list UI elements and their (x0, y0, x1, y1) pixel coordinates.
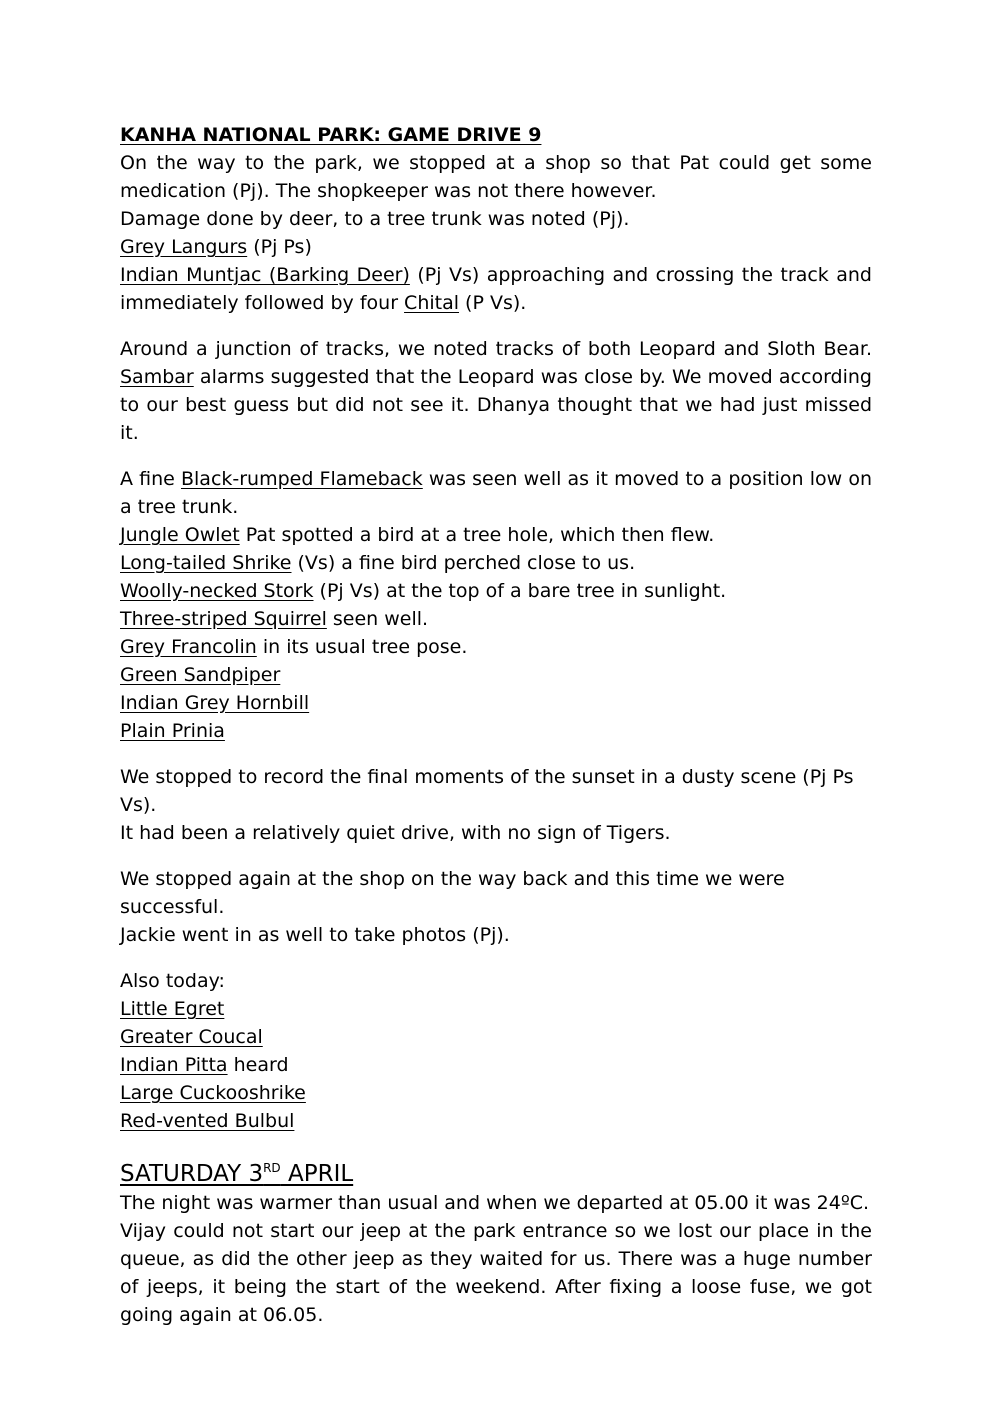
list-item: Large Cuckooshrike (120, 1082, 306, 1104)
paragraph-jeep: Vijay could not start our jeep at the park entrance so we lost our place in the queue, as did the other jeep as they waited for us. There was a huge number of jeeps, it being the start of the weekend. After fixing a loose fuse, we got going again at 06.05. (120, 1220, 872, 1326)
list-item: Little Egret (120, 998, 225, 1020)
list-item: Grey Francolin in its usual tree pose. (120, 636, 468, 658)
species-name: Grey Langurs (120, 236, 248, 258)
sighting-flameback: A fine Black-rumped Flameback was seen well as it moved to a position low on a tree trunk. (120, 468, 872, 518)
paragraph-intro: On the way to the park, we stopped at a shop so that Pat could get some medication (Pj). The shopkeeper was not there however. (120, 152, 872, 202)
day-heading: SATURDAY 3RD APRIL (120, 1161, 354, 1187)
species-name: Chital (404, 292, 460, 314)
paragraph-shop-line2: Jackie went in as well to take photos (Pj). (120, 924, 510, 946)
paragraph-shop-line1: We stopped again at the shop on the way back and this time we were successful. (120, 868, 785, 918)
also-today-label: Also today: (120, 970, 225, 992)
species-name: Sambar (120, 366, 194, 388)
list-item: Indian Pitta heard (120, 1054, 289, 1076)
list-item: Long-tailed Shrike (Vs) a fine bird perched close to us. (120, 552, 636, 574)
species-name: Black-rumped Flameback (180, 468, 423, 490)
list-item: Greater Coucal (120, 1026, 263, 1048)
paragraph-sunset-line2: It had been a relatively quiet drive, with no sign of Tigers. (120, 822, 671, 844)
species-name: Indian Muntjac (Barking Deer) (120, 264, 410, 286)
paragraph-sunset-line1: We stopped to record the final moments of the sunset in a dusty scene (Pj Ps Vs). (120, 766, 854, 816)
sighting-muntjac: Indian Muntjac (Barking Deer) (Pj Vs) approaching and crossing the track and immediately followed by four Chital (P Vs). (120, 264, 872, 314)
list-item: Indian Grey Hornbill (120, 692, 310, 714)
document-body (120, 121, 872, 1329)
section-heading (120, 121, 872, 149)
list-item: Woolly-necked Stork (Pj Vs) at the top of a bare tree in sunlight. (120, 580, 727, 602)
list-item: Red-vented Bulbul (120, 1110, 295, 1132)
list-item: Plain Prinia (120, 720, 225, 742)
list-item: Jungle Owlet Pat spotted a bird at a tree hole, which then flew. (120, 524, 715, 546)
list-item: Three-striped Squirrel seen well. (120, 608, 429, 630)
paragraph-damage: Damage done by deer, to a tree trunk was noted (Pj). (120, 208, 630, 230)
paragraph-leopard: Around a junction of tracks, we noted tracks of both Leopard and Sloth Bear. Sambar alarms suggested that the Leopard was close by. We moved according to our best guess but did not see it. Dhanya thought that we had just missed it. (120, 338, 872, 444)
list-item: Green Sandpiper (120, 664, 281, 686)
sighting-langurs: Grey Langurs (Pj Ps) (120, 236, 312, 258)
paragraph-departure: The night was warmer than usual and when we departed at 05.00 it was 24ºC. (120, 1192, 870, 1214)
heading-text: KANHA NATIONAL PARK: GAME DRIVE 9 (120, 124, 542, 146)
